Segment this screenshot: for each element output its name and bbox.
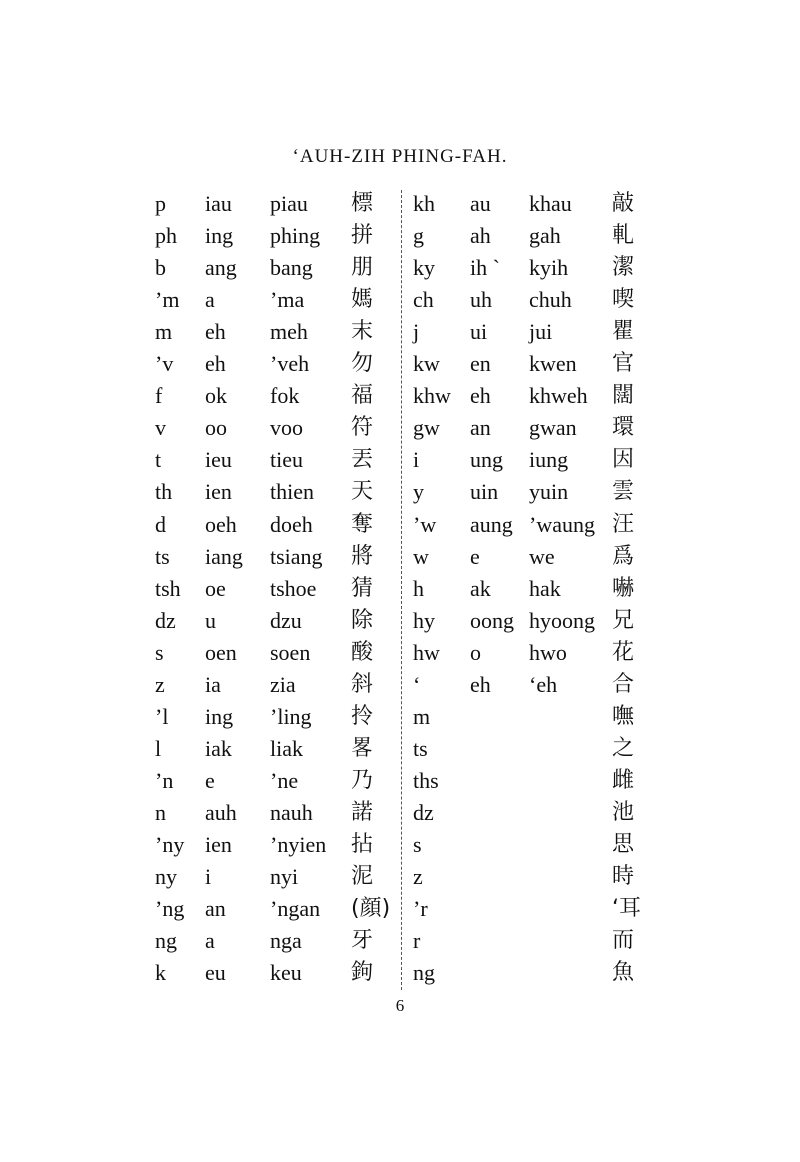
left-initial: tsh [155,575,181,601]
left-final: a [205,287,215,313]
left-initial: ’ng [155,896,185,922]
left-initial: ’l [155,703,169,729]
left-character: 乃 [351,767,374,793]
right-syllable: hak [529,575,561,601]
right-initial: z [413,864,423,890]
right-character: 爲 [612,543,635,569]
left-final: ok [205,383,227,409]
left-character: 標 [351,191,374,216]
left-initial: p [155,191,166,216]
table-row [155,284,655,316]
right-character: 兄 [612,607,635,633]
left-character: 符 [351,415,374,441]
left-initial: d [155,511,166,537]
right-syllable: ’waung [529,511,595,537]
right-character: 魚 [612,960,635,986]
left-character: 末 [351,319,374,345]
right-syllable: khweh [529,383,588,409]
right-initial: g [413,223,424,249]
left-syllable: nyi [270,864,299,890]
left-final: ing [205,703,234,729]
table-row [155,444,655,476]
left-character: 朋 [351,255,374,281]
left-syllable: ’veh [270,351,310,377]
left-initial: ph [155,223,177,249]
left-final: i [205,864,212,890]
left-character: 畧 [351,735,374,761]
right-initial: i [413,447,420,473]
right-character: 軋 [612,223,635,249]
right-character: 花 [612,639,635,665]
left-character: 天 [351,479,374,505]
left-final: e [205,767,215,793]
left-syllable: ’nyien [270,832,327,857]
table-row [155,957,655,989]
column-divider [401,190,402,990]
left-final: ia [205,671,221,697]
left-final: oo [205,415,227,441]
left-initial: ’v [155,351,174,377]
right-initial: ky [413,255,435,281]
left-character: 泥 [351,864,374,890]
left-final: oeh [205,511,237,537]
table-row [155,893,655,925]
left-syllable: zia [270,671,296,697]
left-syllable: tieu [270,447,303,473]
left-syllable: thien [270,479,314,505]
right-syllable: iung [529,447,569,473]
left-character: 勿 [351,351,374,377]
left-initial: l [155,735,162,761]
right-syllable: we [529,543,555,569]
right-final: ah [470,223,491,249]
left-character: (顔) [351,896,391,922]
table-row [155,829,655,861]
left-initial: z [155,671,165,697]
table-row [155,765,655,797]
left-character: 媽 [351,287,374,313]
table-row [155,412,655,444]
left-character: 將 [351,543,374,569]
right-character: 官 [612,351,635,377]
right-character: 雌 [612,767,635,793]
left-final: ien [205,832,232,857]
right-character: 因 [612,447,635,473]
right-initial: ’r [413,896,428,922]
right-final: eh [470,671,491,697]
left-initial: t [155,447,162,473]
left-final: ieu [205,447,232,473]
table-row [155,380,655,412]
left-syllable: ’ne [270,767,299,793]
table-row [155,316,655,348]
right-syllable: hwo [529,639,567,665]
left-final: ang [205,255,237,281]
right-character: 敲 [612,191,635,216]
left-final: u [205,607,216,633]
table-row [155,861,655,893]
left-syllable: tsiang [270,543,323,569]
right-initial: ng [413,960,435,986]
page-title: ‘AUH-ZIH PHING-FAH. [292,146,508,167]
right-character: 環 [612,415,635,441]
table-row [155,348,655,380]
right-final: an [470,415,491,441]
right-character: 時 [612,864,635,890]
left-final: iang [205,543,243,569]
left-syllable: ’ngan [270,896,321,922]
right-initial: dz [413,799,434,825]
right-character: 嘸 [612,703,635,729]
right-initial: r [413,928,421,954]
right-character: 而 [612,928,635,954]
left-initial: v [155,415,166,441]
left-syllable: meh [270,319,308,345]
left-final: eh [205,319,226,345]
left-final: auh [205,799,237,825]
left-character: 福 [351,383,374,409]
left-character: 拈 [351,832,374,857]
right-syllable: kyih [529,255,569,281]
right-character: 瞿 [612,319,635,345]
left-final: eh [205,351,226,377]
left-syllable: voo [270,415,303,441]
left-initial: ts [155,543,170,569]
page-number: 6 [395,996,405,1015]
left-syllable: fok [270,383,300,409]
right-character: 喫 [612,287,635,313]
table-row [155,509,655,541]
right-character: 潔 [612,255,635,281]
right-character: 池 [612,799,635,825]
right-character: 汪 [612,511,635,537]
right-syllable: hyoong [529,607,595,633]
left-character: 酸 [351,639,374,665]
right-final: ui [470,319,488,345]
table-row [155,701,655,733]
right-initial: kh [413,191,435,216]
left-initial: ’n [155,767,174,793]
right-final: ak [470,575,491,601]
right-final: en [470,351,491,377]
table-row [155,797,655,829]
right-initial: hw [413,639,440,665]
right-initial: gw [413,415,440,441]
left-initial: m [155,319,173,345]
right-character: ‘耳 [612,896,641,922]
left-initial: n [155,799,166,825]
right-syllable: yuin [529,479,569,505]
right-initial: m [413,703,431,729]
right-character: 闊 [612,383,635,409]
left-character: 丟 [351,447,374,473]
left-syllable: doeh [270,511,313,537]
left-character: 猜 [351,575,374,601]
right-final: o [470,639,481,665]
right-character: 雲 [612,479,635,505]
left-syllable: nga [270,928,302,954]
right-initial: h [413,575,424,601]
left-initial: k [155,960,166,986]
left-initial: s [155,639,164,665]
table-row [155,925,655,957]
left-final: oen [205,639,237,665]
left-character: 拎 [351,703,374,729]
left-syllable: soen [270,639,311,665]
right-initial: ch [413,287,434,313]
left-final: ing [205,223,234,249]
left-character: 拼 [351,223,374,249]
left-initial: ng [155,928,177,954]
table-row [155,188,655,220]
right-initial: s [413,832,422,857]
left-character: 牙 [351,928,374,954]
right-initial: ths [413,767,439,793]
right-syllable: jui [529,319,553,345]
right-character: 合 [612,671,635,697]
right-final: e [470,543,480,569]
right-final: aung [470,511,513,537]
right-initial: hy [413,607,435,633]
right-character: 思 [612,832,635,857]
left-syllable: bang [270,255,313,281]
right-syllable: ‘eh [529,671,558,697]
left-initial: th [155,479,173,505]
left-final: oe [205,575,226,601]
table-row [155,637,655,669]
table-row [155,541,655,573]
left-syllable: phing [270,223,321,249]
left-final: ien [205,479,232,505]
right-initial: y [413,479,424,505]
left-initial: dz [155,607,176,633]
left-syllable: piau [270,191,308,216]
right-final: oong [470,607,514,633]
left-final: eu [205,960,226,986]
left-initial: f [155,383,163,409]
right-syllable: gwan [529,415,577,441]
left-character: 諾 [351,799,374,825]
right-final: eh [470,383,491,409]
left-initial: ’ny [155,832,185,857]
right-initial: khw [413,383,451,409]
left-initial: b [155,255,166,281]
right-character: 之 [612,735,635,761]
right-final: au [470,191,491,216]
right-initial: ‘ [413,671,421,697]
right-final: ung [470,447,503,473]
right-final: ih ˋ [470,255,500,281]
left-final: an [205,896,226,922]
left-syllable: ’ma [270,287,305,313]
table-row [155,669,655,701]
right-character: 嚇 [612,575,635,601]
table-row [155,733,655,765]
right-syllable: kwen [529,351,577,377]
table-row [155,220,655,252]
right-initial: j [413,319,420,345]
left-syllable: tshoe [270,575,317,601]
table-row [155,476,655,508]
left-syllable: keu [270,960,302,986]
left-initial: ’m [155,287,180,313]
right-initial: ’w [413,511,437,537]
table-row [155,573,655,605]
left-initial: ny [155,864,177,890]
left-character: 斜 [351,671,374,697]
left-syllable: dzu [270,607,302,633]
right-syllable: khau [529,191,572,216]
table-row [155,605,655,637]
right-syllable: chuh [529,287,572,313]
right-initial: w [413,543,429,569]
left-final: iau [205,191,232,216]
left-character: 鉤 [351,960,374,986]
left-syllable: nauh [270,799,313,825]
table-row [155,252,655,284]
left-character: 除 [351,607,374,633]
left-final: iak [205,735,232,761]
right-initial: ts [413,735,428,761]
left-syllable: ’ling [270,703,312,729]
right-syllable: gah [529,223,561,249]
left-final: a [205,928,215,954]
right-final: uin [470,479,499,505]
right-initial: kw [413,351,440,377]
right-final: uh [470,287,492,313]
left-syllable: liak [270,735,303,761]
left-character: 奪 [351,511,374,537]
